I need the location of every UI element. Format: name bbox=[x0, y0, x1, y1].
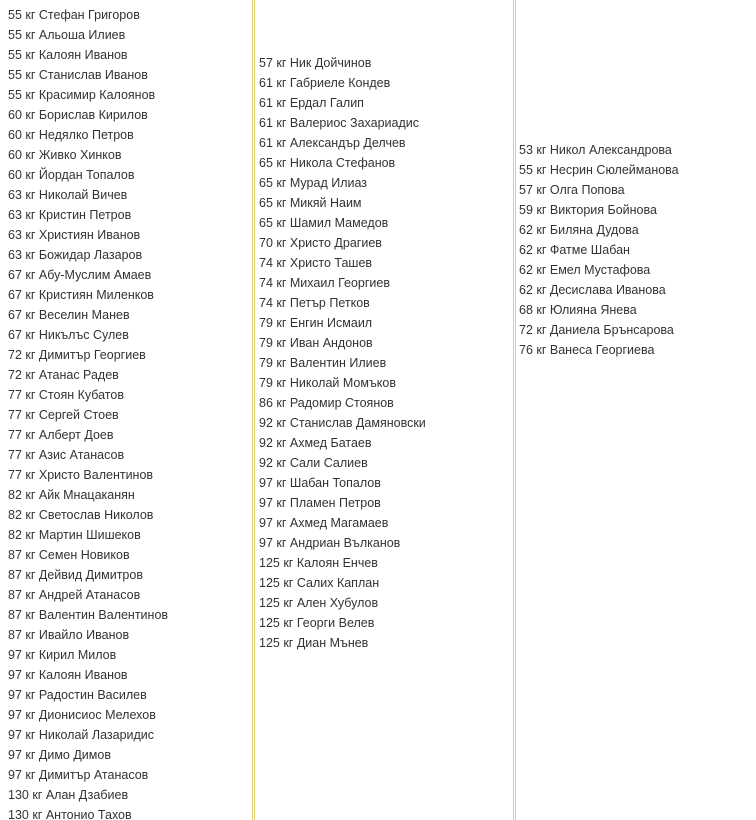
greco-roman-column bbox=[256, 0, 513, 820]
athlete-entry: 77 кг Сергей Стоев bbox=[8, 408, 119, 422]
athlete-entry: 77 кг Стоян Кубатов bbox=[8, 388, 124, 402]
athlete-entry: 97 кг Ахмед Магамаев bbox=[259, 516, 389, 530]
athlete-entry: 72 кг Атанас Радев bbox=[8, 368, 119, 382]
athlete-entry: 82 кг Айк Мнацаканян bbox=[8, 488, 135, 502]
athlete-entry: 97 кг Дионисиос Мелехов bbox=[8, 708, 156, 722]
column-divider bbox=[252, 0, 253, 820]
athlete-entry: 125 кг Салих Каплан bbox=[259, 576, 380, 590]
athlete-entry: 77 кг Алберт Доев bbox=[8, 428, 114, 442]
athlete-entry: 61 кг Габриеле Кондев bbox=[259, 76, 391, 90]
athlete-entry: 67 кг Никълъс Сулев bbox=[8, 328, 129, 342]
athlete-entry: 92 кг Ахмед Батаев bbox=[259, 436, 372, 450]
athlete-entry: 82 кг Мартин Шишеков bbox=[8, 528, 141, 542]
athlete-entry: 79 кг Валентин Илиев bbox=[259, 356, 387, 370]
athlete-entry: 86 кг Радомир Стоянов bbox=[259, 396, 394, 410]
athlete-entry: 61 кг Валериос Захариадис bbox=[259, 116, 419, 130]
athlete-entry: 97 кг Андриан Вълканов bbox=[259, 536, 401, 550]
athlete-entry: 62 кг Емел Мустафова bbox=[519, 263, 651, 277]
athlete-entry: 55 кг Несрин Сюлейманова bbox=[519, 163, 679, 177]
athlete-entry: 125 кг Георги Велев bbox=[259, 616, 375, 630]
athlete-entry: 63 кг Божидар Лазаров bbox=[8, 248, 143, 262]
athlete-entry: 97 кг Калоян Иванов bbox=[8, 668, 128, 682]
athlete-entry: 63 кг Николай Вичев bbox=[8, 188, 128, 202]
athlete-entry: 97 кг Димо Димов bbox=[8, 748, 111, 762]
athlete-entry: 67 кг Веселин Манев bbox=[8, 308, 130, 322]
athlete-entry: 97 кг Радостин Василев bbox=[8, 688, 147, 702]
athlete-entry: 57 кг Олга Попова bbox=[519, 183, 625, 197]
athlete-entry: 63 кг Кристин Петров bbox=[8, 208, 132, 222]
athlete-entry: 70 кг Христо Драгиев bbox=[259, 236, 382, 250]
athlete-entry: 62 кг Фатме Шабан bbox=[519, 243, 630, 257]
athlete-entry: 130 кг Алан Дзабиев bbox=[8, 788, 129, 802]
athlete-entry: 79 кг Иван Андонов bbox=[259, 336, 373, 350]
athlete-entry: 125 кг Диан Мънев bbox=[259, 636, 369, 650]
athlete-entry: 68 кг Юлияна Янева bbox=[519, 303, 637, 317]
athlete-entry: 97 кг Николай Лазаридис bbox=[8, 728, 155, 742]
column-divider bbox=[515, 0, 516, 820]
athlete-entry: 97 кг Пламен Петров bbox=[259, 496, 381, 510]
athlete-entry: 65 кг Мурад Илиаз bbox=[259, 176, 368, 190]
athlete-entry: 55 кг Стефан Григоров bbox=[8, 8, 140, 22]
athlete-entry: 65 кг Шамил Мамедов bbox=[259, 216, 389, 230]
athlete-entry: 76 кг Ванеса Георгиева bbox=[519, 343, 655, 357]
athlete-entry: 130 кг Антонио Тахов bbox=[8, 808, 132, 820]
athlete-entry: 57 кг Ник Дойчинов bbox=[259, 56, 372, 70]
athlete-entry: 87 кг Валентин Валентинов bbox=[8, 608, 169, 622]
athlete-entry: 77 кг Азис Атанасов bbox=[8, 448, 125, 462]
athlete-entry: 82 кг Светослав Николов bbox=[8, 508, 154, 522]
column-divider bbox=[513, 0, 514, 820]
athlete-entry: 79 кг Николай Момъков bbox=[259, 376, 396, 390]
athlete-entry: 61 кг Александър Делчев bbox=[259, 136, 406, 150]
athlete-entry: 92 кг Сали Салиев bbox=[259, 456, 368, 470]
women-column bbox=[517, 0, 756, 820]
athlete-entry: 55 кг Станислав Иванов bbox=[8, 68, 148, 82]
athlete-entry: 63 кг Християн Иванов bbox=[8, 228, 141, 242]
athlete-entry: 77 кг Христо Валентинов bbox=[8, 468, 154, 482]
athlete-entry: 60 кг Борислав Кирилов bbox=[8, 108, 148, 122]
athlete-entry: 61 кг Ердал Галип bbox=[259, 96, 364, 110]
athlete-entry: 62 кг Биляна Дудова bbox=[519, 223, 639, 237]
athlete-list bbox=[256, 0, 513, 653]
athlete-entry: 97 кг Шабан Топалов bbox=[259, 476, 381, 490]
athlete-entry: 67 кг Кристиян Миленков bbox=[8, 288, 154, 302]
athlete-entry: 79 кг Енгин Исмаил bbox=[259, 316, 373, 330]
athlete-entry: 60 кг Йордан Топалов bbox=[8, 168, 135, 182]
athlete-entry: 125 кг Калоян Енчев bbox=[259, 556, 378, 570]
athlete-entry: 55 кг Альоша Илиев bbox=[8, 28, 126, 42]
athlete-entry: 65 кг Никола Стефанов bbox=[259, 156, 396, 170]
athlete-entry: 125 кг Ален Хубулов bbox=[259, 596, 379, 610]
athlete-entry: 74 кг Михаил Георгиев bbox=[259, 276, 391, 290]
athlete-entry: 55 кг Красимир Калоянов bbox=[8, 88, 156, 102]
athlete-entry: 87 кг Семен Новиков bbox=[8, 548, 130, 562]
athlete-entry: 87 кг Дейвид Димитров bbox=[8, 568, 143, 582]
athlete-entry: 67 кг Абу-Муслим Амаев bbox=[8, 268, 152, 282]
athlete-entry: 62 кг Десислава Иванова bbox=[519, 283, 666, 297]
athlete-entry: 55 кг Калоян Иванов bbox=[8, 48, 128, 62]
athlete-entry: 74 кг Петър Петков bbox=[259, 296, 370, 310]
athlete-entry: 97 кг Кирил Милов bbox=[8, 648, 117, 662]
athlete-entry: 59 кг Виктория Бойнова bbox=[519, 203, 657, 217]
freestyle-column bbox=[0, 0, 252, 820]
column-divider bbox=[254, 0, 255, 820]
athlete-entry: 97 кг Димитър Атанасов bbox=[8, 768, 149, 782]
athlete-entry: 74 кг Христо Ташев bbox=[259, 256, 373, 270]
athlete-entry: 60 кг Живко Хинков bbox=[8, 148, 122, 162]
athlete-entry: 72 кг Даниела Брънсарова bbox=[519, 323, 674, 337]
athlete-entry: 72 кг Димитър Георгиев bbox=[8, 348, 146, 362]
athlete-entry: 92 кг Станислав Дамяновски bbox=[259, 416, 426, 430]
athlete-entry: 65 кг Микяй Наим bbox=[259, 196, 362, 210]
athlete-list bbox=[517, 0, 756, 360]
athlete-entry: 87 кг Андрей Атанасов bbox=[8, 588, 141, 602]
athlete-list bbox=[0, 0, 252, 820]
athlete-entry: 60 кг Недялко Петров bbox=[8, 128, 134, 142]
athlete-entry: 53 кг Никол Александрова bbox=[519, 143, 672, 157]
athlete-entry: 87 кг Ивайло Иванов bbox=[8, 628, 130, 642]
